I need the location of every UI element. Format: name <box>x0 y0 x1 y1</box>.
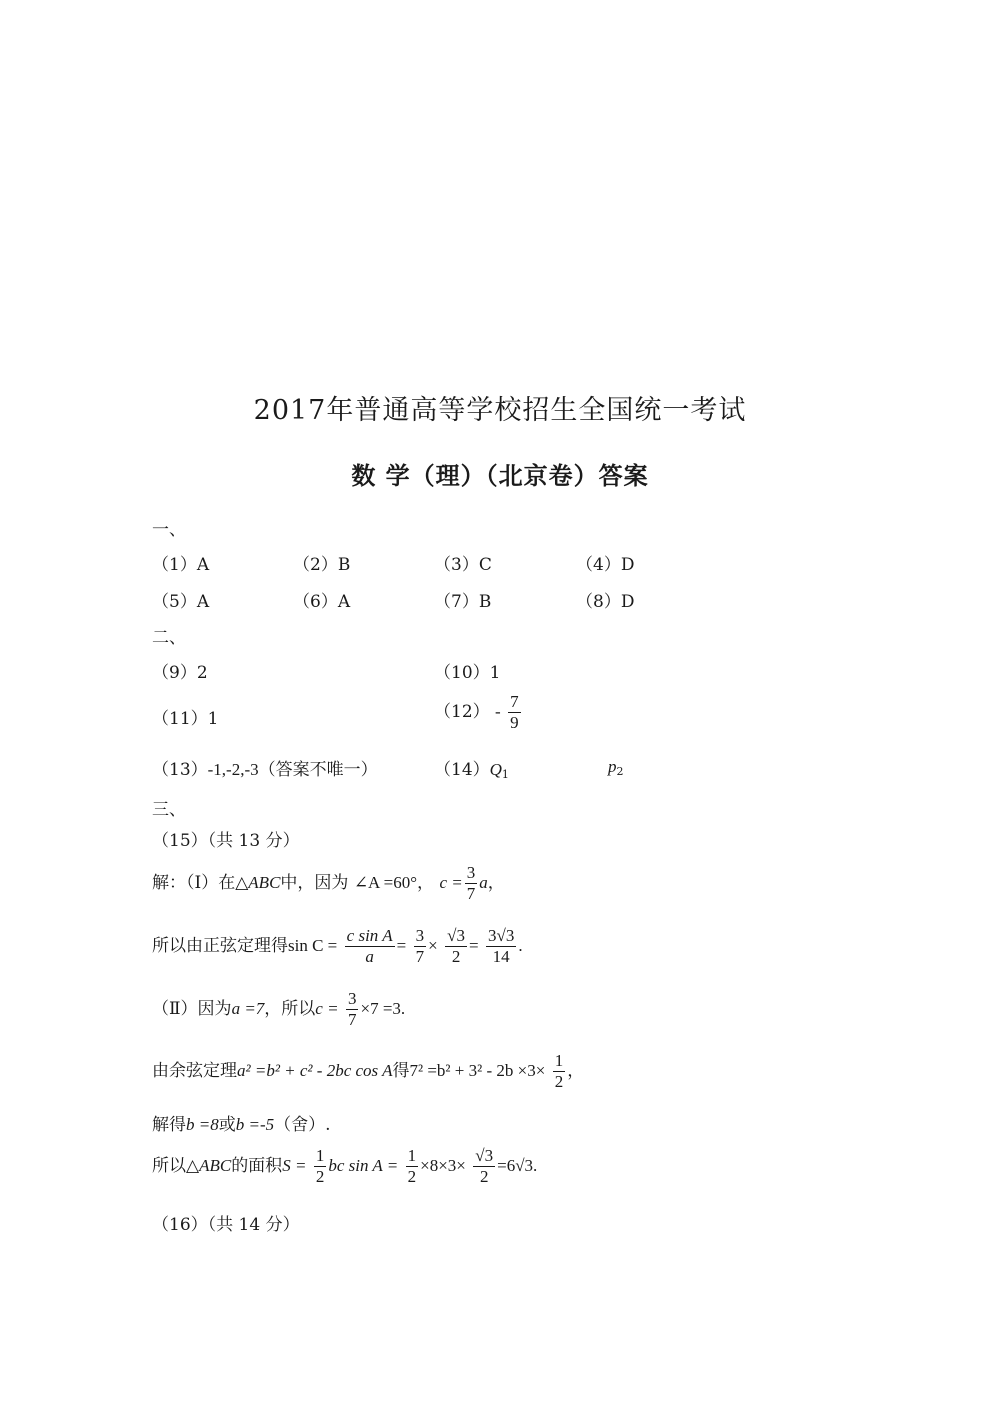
fraction: $\frac{√3}{2}$ <box>447 926 465 966</box>
question-header-16: （16）（共 14 分） <box>152 1215 300 1235</box>
fraction: $\frac{1}{2}$ <box>554 1051 564 1091</box>
fraction: $\frac{√3}{2}$ <box>475 1146 494 1186</box>
solution-line-3: （Ⅱ）因为a =7，所以c = $\frac{3}{7}$ ×7 =3. <box>152 989 406 1029</box>
answer-q12: （12） - $\frac{7}{9}$ <box>434 692 519 732</box>
fraction: $\frac{3√3}{14}$ <box>487 926 515 966</box>
fraction: $\frac{3}{7}$ <box>466 863 476 903</box>
answer-q10: （10）1 <box>434 663 501 683</box>
fraction: $\frac{1}{2}$ <box>315 1146 325 1186</box>
fraction: $\frac{1}{2}$ <box>407 1146 417 1186</box>
answer-item: （7）B <box>434 592 492 612</box>
solution-line-4: 由余弦定理a² =b² + c² - 2bc cos A得7² =b² + 3² - 2b ×3× $\frac{1}{2}$ ， <box>152 1051 585 1091</box>
answer-q9: （9）2 <box>152 663 208 683</box>
solution-line-5: 解得b =8或b =-5（舍）. <box>152 1115 331 1135</box>
solution-line-1: 解：（Ⅰ）在△ABC中，因为 ∠A =60°， c = $\frac{3}{7}$ a， <box>152 863 505 903</box>
fraction: $\frac{3}{7}$ <box>415 926 425 966</box>
answer-q14-second: $p_2$ <box>608 757 624 778</box>
answer-item: （2）B <box>293 555 351 575</box>
answer-item: （6）A <box>293 592 351 612</box>
answer-q14: $(14)Q_1$ <box>434 760 509 781</box>
fraction: $\frac{3}{7}$ <box>347 989 357 1029</box>
answer-item: （5）A <box>152 592 210 612</box>
section-heading-2: 二、 <box>152 628 186 648</box>
solution-line-6: 所以△ABC的面积S = $\frac{1}{2}$ bc sin A = $\frac{1}{2}$ ×8×3× $\frac{√3}{2}$ =6√3. <box>152 1146 538 1186</box>
answer-q13: （13）-1,-2,-3（答案不唯一） <box>152 760 378 780</box>
answer-item: （3）C <box>434 555 492 575</box>
section-heading-1: 一、 <box>152 520 186 540</box>
exam-subtitle: 数 学（理）（北京卷）答案 <box>351 462 649 490</box>
answer-item: （8）D <box>576 592 635 612</box>
fraction: $\frac{\text{c sin A}}{a}$ <box>346 926 393 966</box>
answer-q11: （11）1 <box>152 709 219 729</box>
solution-line-2: 所以由正弦定理得sin C = $\frac{\text{c sin A}}{a}$ = $\frac{3}{7}$ × $\frac{√3}{2}$ = $\frac{3√3}{14}$ . <box>152 926 523 966</box>
answer-item: （1）A <box>152 555 210 575</box>
question-header-15: （15）（共 13 分） <box>152 831 300 851</box>
section-heading-3: 三、 <box>152 800 186 820</box>
answer-item: （4）D <box>576 555 635 575</box>
fraction: $\frac{7}{9}$ <box>510 692 519 732</box>
exam-title: 2017年普通高等学校招生全国统一考试 <box>253 395 747 426</box>
